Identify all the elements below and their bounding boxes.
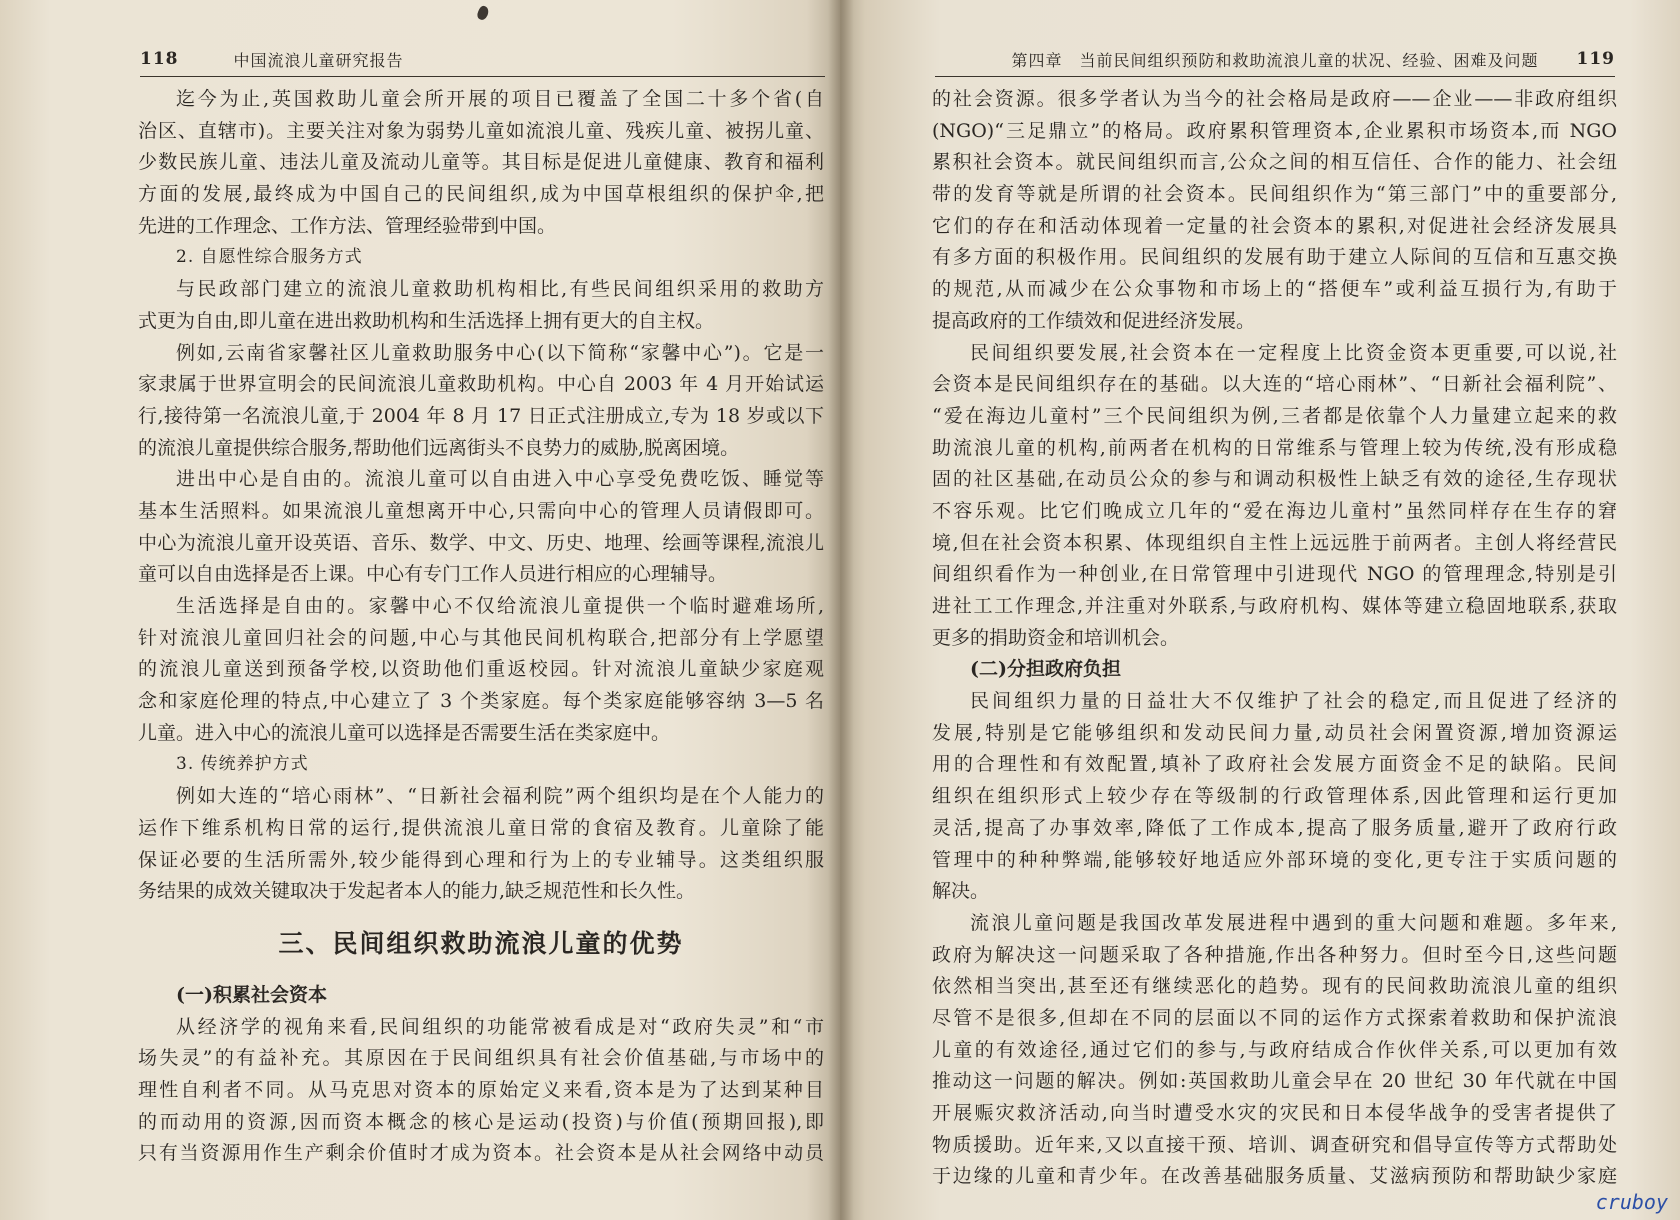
text-line: 发展,特别是它能够组织和发动民间力量,动员社会闲置资源,增加资源运 [932,721,1617,744]
text-line: 中心为流浪儿童开设英语、音乐、数学、中文、历史、地理、绘画等课程,流浪儿 [138,531,824,554]
text-line: 推动这一问题的解决。例如:英国救助儿童会早在 20 世纪 30 年代就在中国 [932,1070,1617,1093]
text-line: 理性自利者不同。从马克思对资本的原始定义来看,资本是为了达到某种目 [138,1078,824,1101]
text-line: 固的社区基础,在动员公众的参与和调动积极性上缺乏有效的途径,生存现状 [932,468,1617,491]
text-line: 民间组织力量的日益壮大不仅维护了社会的稳定,而且促进了经济的 [970,690,1617,713]
text-line: 的规范,从而减少在公众事物和市场上的“搭便车”或利益互损行为,有助于 [932,278,1617,301]
left-paragraphs-top [138,84,824,908]
text-line: 提高政府的工作绩效和促进经济发展。 [932,309,1256,332]
right-body-text [932,84,1617,1193]
text-line: 的流浪儿童提供综合服务,帮助他们远离街头不良势力的威胁,脱离困境。 [138,436,740,459]
text-line: 的社会资源。很多学者认为当今的社会格局是政府——企业——非政府组织 [932,88,1617,110]
text-line: 物质援助。近年来,又以直接干预、培训、调查研究和倡导宣传等方式帮助处 [932,1133,1617,1156]
text-line: 少数民族儿童、违法儿童及流动儿童等。其目标是促进儿童健康、教育和福利 [138,151,824,174]
text-line: 针对流浪儿童回归社会的问题,中心与其他民间机构联合,把部分有上学愿望 [138,626,824,649]
text-line: 与民政部门建立的流浪儿童救助机构相比,有些民间组织采用的救助方 [176,278,824,301]
section-heading: 三、民间组织救助流浪儿童的优势 [278,928,684,958]
text-line: 家隶属于世界宣明会的民间流浪儿童救助机构。中心自 2003 年 4 月开始试运 [138,373,824,396]
text-line: 念和家庭伦理的特点,中心建立了 3 个类家庭。每个类家庭能够容纳 3—5 名 [138,690,824,713]
text-line: 间组织看作为一种创业,在日常管理中引进现代 NGO 的管理理念,特别是引 [932,563,1617,586]
text-line: 例如大连的“培心雨林”、“日新社会福利院”两个组织均是在个人能力的 [176,785,824,808]
watermark: cruboy [1595,1190,1668,1214]
text-line: 行,接待第一名流浪儿童,于 2004 年 8 月 17 日正式注册成立,专为 18 岁或以下 [138,404,824,427]
text-line: 依然相当突出,甚至还有继续恶化的趋势。现有的民间救助流浪儿童的组织 [932,975,1617,998]
text-line: 于边缘的儿童和青少年。在改善基础服务质量、艾滋病预防和帮助缺少家庭 [932,1165,1617,1188]
text-line: “爱在海边儿童村”三个民间组织为例,三者都是依靠个人力量建立起来的救 [932,404,1617,427]
ink-smudge [476,5,491,22]
text-line: 运作下维系机构日常的运行,提供流浪儿童日常的食宿及教育。儿童除了能 [138,816,824,839]
text-line: 灵活,提高了办事效率,降低了工作成本,提高了服务质量,避开了政府行政 [932,816,1617,839]
left-running-head-title: 中国流浪儿童研究报告 [233,50,404,70]
text-line: 会资本是民间组织存在的基础。以大连的“培心雨林”、“日新社会福利院”、 [932,373,1617,396]
text-line: 从经济学的视角来看,民间组织的功能常被看成是对“政府失灵”和“市 [176,1015,824,1038]
text-line: 治区、直辖市)。主要关注对象为弱势儿童如流浪儿童、残疾儿童、被拐儿童、 [138,119,824,142]
text-line: 进社工工作理念,并注重对外联系,与政府机构、媒体等建立稳固地联系,获取 [932,595,1617,617]
text-line: 有多方面的积极作用。民间组织的发展有助于建立人际间的互信和互惠交换 [932,246,1617,269]
subsection-heading: (二)分担政府负担 [970,658,1121,681]
left-page-number: 118 [140,49,179,69]
numbered-subheading: 2. 自愿性综合服务方式 [176,247,363,268]
text-line: 方面的发展,最终成为中国自己的民间组织,成为中国草根组织的保护伞,把 [138,183,824,206]
text-line: 保证必要的生活所需外,较少能得到心理和行为上的专业辅导。这类组织服 [138,848,824,871]
text-line: 流浪儿童问题是我国改革发展进程中遇到的重大问题和难题。多年来, [970,911,1617,934]
text-line: 基本生活照料。如果流浪儿童想离开中心,只需向中心的管理人员请假即可。 [138,499,824,522]
text-line: 的而动用的资源,因而资本概念的核心是运动(投资)与价值(预期回报),即 [138,1110,824,1133]
text-line: 累积社会资本。就民间组织而言,公众之间的相互信任、合作的能力、社会纽 [932,151,1617,174]
numbered-subheading: 3. 传统养护方式 [176,754,309,775]
right-paragraphs [932,84,1617,1193]
text-line: 迄今为止,英国救助儿童会所开展的项目已覆盖了全国二十多个省(自 [176,88,824,110]
left-running-header [140,42,825,77]
text-line: 场失灵”的有益补充。其原因在于民间组织具有社会价值基础,与市场中的 [138,1047,824,1070]
text-line: 生活选择是自由的。家馨中心不仅给流浪儿童提供一个临时避难场所, [176,595,824,617]
text-line: 例如,云南省家馨社区儿童救助服务中心(以下简称“家馨中心”)。它是一 [176,341,824,364]
text-line: 不容乐观。比它们晚成立几年的“爱在海边儿童村”虽然同样存在生存的窘 [932,499,1617,522]
left-body-text [138,84,824,1170]
text-line: 务结果的成效关键取决于发起者本人的能力,缺乏规范性和长久性。 [138,880,696,903]
right-page [840,0,1680,1220]
right-running-head-title: 第四章 当前民间组织预防和救助流浪儿童的状况、经验、困难及问题 [1011,50,1539,70]
text-line: 组织在组织形式上较少存在等级制的行政管理体系,因此管理和运行更加 [932,785,1617,808]
left-paragraphs-bottom [138,980,824,1170]
text-line: 解决。 [932,880,990,903]
text-line: 式更为自由,即儿童在进出救助机构和生活选择上拥有更大的自主权。 [138,309,715,332]
text-line: 它们的存在和活动体现着一定量的社会资本的累积,对促进社会经济发展具 [932,214,1617,237]
text-line: 更多的捐助资金和培训机会。 [932,626,1180,649]
text-line: 儿童。进入中心的流浪儿童可以选择是否需要生活在类家庭中。 [138,721,671,744]
text-line: 开展赈灾救济活动,向当时遭受水灾的灾民和日本侵华战争的受害者提供了 [932,1102,1617,1124]
text-line: 用的合理性和有效配置,填补了政府社会发展方面资金不足的缺陷。民间 [932,753,1617,776]
text-line: 尽管不是很多,但却在不同的层面以不同的运作方式探索着救助和保护流浪 [932,1006,1617,1029]
subsection-heading: (一)积累社会资本 [176,983,327,1006]
text-line: 境,但在社会资本积累、体现组织自主性上远远胜于前两者。主创人将经营民 [932,531,1617,554]
right-running-header [935,42,1615,77]
text-line: 先进的工作理念、工作方法、管理经验带到中国。 [138,214,557,237]
text-line: 童可以自由选择是否上课。中心有专门工作人员进行相应的心理辅导。 [138,563,728,586]
right-page-number: 119 [1576,49,1615,69]
text-line: 民间组织要发展,社会资本在一定程度上比资金资本更重要,可以说,社 [970,341,1617,364]
text-line: 带的发育等就是所谓的社会资本。民间组织作为“第三部门”中的重要部分, [932,183,1617,206]
text-line: 政府为解决这一问题采取了各种措施,作出各种努力。但时至今日,这些问题 [932,943,1617,966]
text-line: (NGO)“三足鼎立”的格局。政府累积管理资本,企业累积市场资本,而 NGO [932,119,1617,142]
text-line: 助流浪儿童的机构,前两者在机构的日常维系与管理上较为传统,没有形成稳 [932,436,1617,459]
text-line: 管理中的种种弊端,能够较好地适应外部环境的变化,更专注于实质问题的 [932,848,1617,871]
book-gutter [828,0,854,1220]
text-line: 的流浪儿童送到预备学校,以资助他们重返校园。针对流浪儿童缺少家庭观 [138,658,824,681]
text-line: 只有当资源用作生产剩余价值时才成为资本。社会资本是从社会网络中动员 [138,1142,824,1165]
text-line: 儿童的有效途径,通过它们的参与,与政府结成合作伙伴关系,可以更加有效 [932,1038,1617,1061]
text-line: 进出中心是自由的。流浪儿童可以自由进入中心享受免费吃饭、睡觉等 [176,468,824,491]
